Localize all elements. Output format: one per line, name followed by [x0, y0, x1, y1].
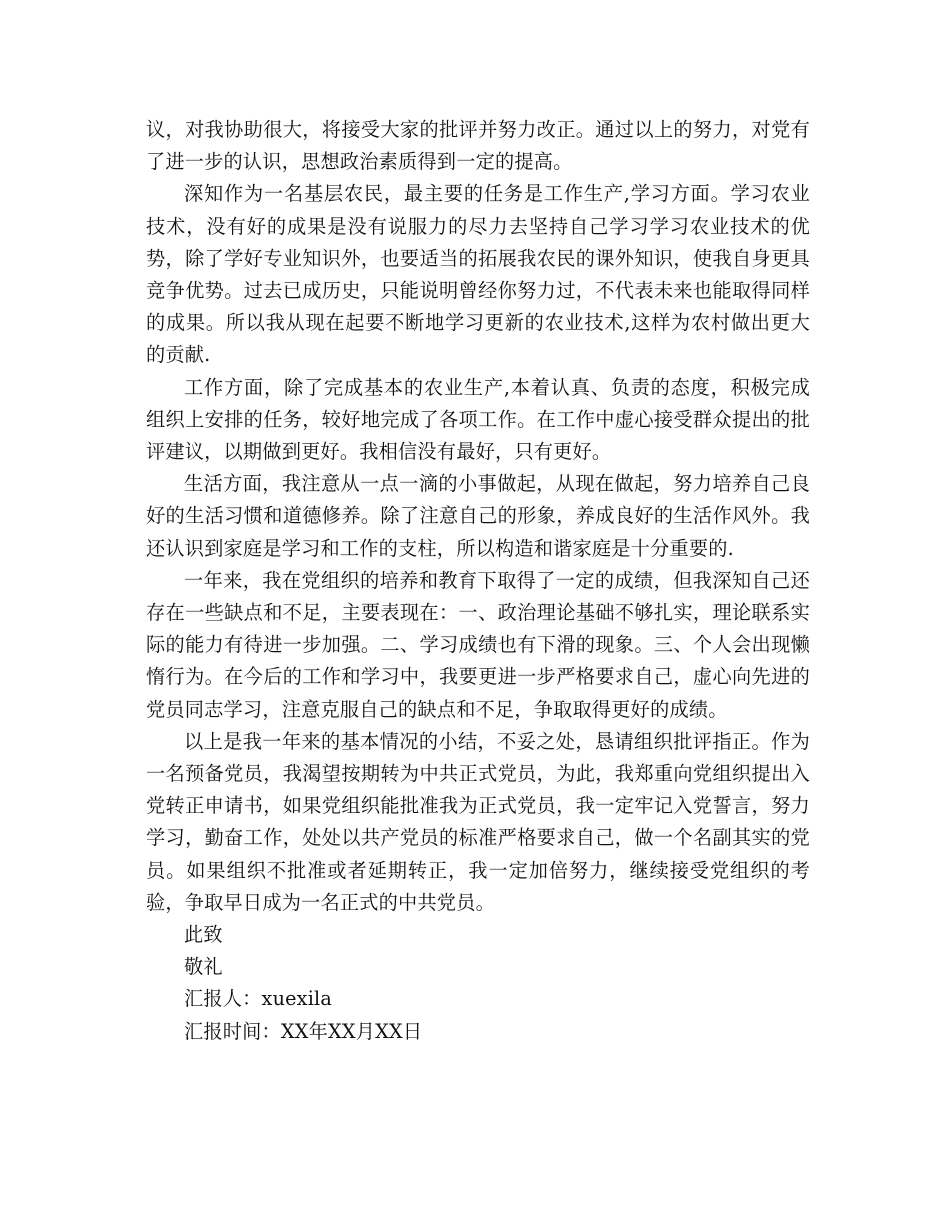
report-date-line: 汇报时间：XX年XX月XX日 [184, 1019, 423, 1043]
paragraph-work: 工作方面，除了完成基本的农业生产,本着认真、负责的态度，积极完成组织上安排的任务，较好地完成了各项工作。在工作中虚心接受群众提出的批评建议，以期做到更好。我相信没有最好，只有更好。 [146, 375, 810, 464]
paragraph-summary: 以上是我一年来的基本情况的小结，不妥之处，恳请组织批评指正。作为一名预备党员，我渴望按期转为中共正式党员，为此，我郑重向党组织提出入党转正申请书，如果党组织能批准我为正式党员，我一定牢记入党誓言，努力学习，勤奋工作，处处以共产党员的标准严格要求自己，做一个名副其实的党员。如果组织不批准或者延期转正，我一定加倍努力，继续接受党组织的考验，争取早日成为一名正式的中共党员。 [146, 729, 810, 914]
paragraph-shortcomings: 一年来，我在党组织的培养和教育下取得了一定的成绩，但我深知自己还存在一些缺点和不足，主要表现在：一、政治理论基础不够扎实，理论联系实际的能力有待进一步加强。二、学习成绩也有下滑的现象。三、个人会出现懒惰行为。在今后的工作和学习中，我要更进一步严格要求自己，虚心向先进的党员同志学习，注意克服自己的缺点和不足，争取取得更好的成绩。 [146, 568, 810, 721]
closing-salutation: 此致 [184, 923, 223, 947]
paragraph-study: 深知作为一名基层农民，最主要的任务是工作生产,学习方面。学习农业技术，没有好的成果是没有说服力的尽力去坚持自己学习学习农业技术的优势，除了学好专业知识外，也要适当的拓展我农民的课外知识，使我自身更具竞争优势。过去已成历史，只能说明曾经你努力过，不代表未来也能取得同样的成果。所以我从现在起要不断地学习更新的农业技术,这样为农村做出更大的贡献. [146, 182, 810, 367]
reporter-line: 汇报人：xuexila [184, 987, 333, 1011]
closing-regards: 敬礼 [184, 955, 223, 979]
document-page [146, 114, 810, 1048]
paragraph-continuation: 议，对我协助很大，将接受大家的批评并努力改正。通过以上的努力，对党有了进一步的认识，思想政治素质得到一定的提高。 [146, 118, 810, 174]
paragraph-life: 生活方面，我注意从一点一滴的小事做起，从现在做起，努力培养自己良好的生活习惯和道德修养。除了注意自己的形象，养成良好的生活作风外。我还认识到家庭是学习和工作的支柱，所以构造和谐家庭是十分重要的. [146, 472, 810, 560]
